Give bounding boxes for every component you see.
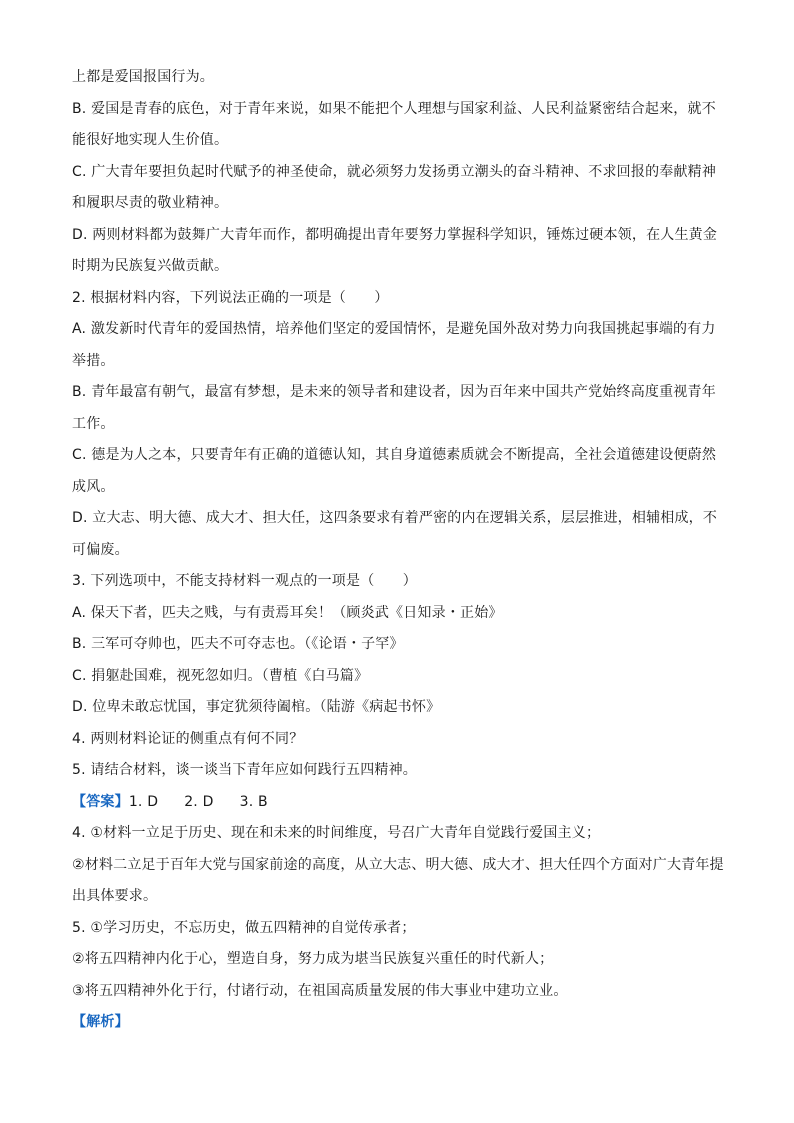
text-line: 能很好地实现人生价值。 <box>72 132 229 148</box>
option-b-line: B. 爱国是青春的底色，对于青年来说，如果不能把个人理想与国家利益、人民利益紧密结合起来，就不 <box>72 100 716 117</box>
answer-tag: 【答案】 <box>72 793 129 810</box>
answer-line: 5. ①学习历史，不忘历史，做五四精神的自觉传承者； <box>72 919 416 936</box>
question-5: 5. 请结合材料，谈一谈当下青年应如何践行五四精神。 <box>72 762 418 778</box>
answer-1: 1. D <box>128 793 159 810</box>
answer-line: ②材料二立足于百年大党与国家前途的高度，从立大志、明大德、成大才、担大任四个方面对广大青年提 <box>72 856 724 873</box>
option-d-line: D. 立大志、明大德、成大才、担大任，这四条要求有着严密的内在逻辑关系，层层推进，相辅相成，不 <box>72 510 718 526</box>
option-b-line: B. 青年最富有朝气，最富有梦想，是未来的领导者和建设者，因为百年来中国共产党始终高度重视青年 <box>72 384 716 400</box>
option-c-line: C. 广大青年要担负起时代赋予的神圣使命，就必须努力发扬勇立潮头的奋斗精神、不求回报的奉献精神 <box>72 163 717 180</box>
option-d-line: D. 位卑未敢忘忧国，事定犹须待阖棺。（陆游《病起书怀》 <box>72 699 441 715</box>
answer-2: 2. D <box>184 793 214 810</box>
question-2: 2. 根据材料内容，下列说法正确的一项是（ ） <box>72 289 389 306</box>
answer-line: ②将五四精神内化于心，塑造自身，努力成为堪当民族复兴重任的时代新人； <box>72 951 554 967</box>
option-c-line: C. 捐躯赴国难，视死忽如归。（曹植《白马篇》 <box>72 667 369 684</box>
document-page <box>72 62 722 1039</box>
text-line: 时期为民族复兴做贡献。 <box>72 258 229 274</box>
answer-line: 4. ①材料一立足于历史、现在和未来的时间维度，号召广大青年自觉践行爱国主义； <box>72 825 601 841</box>
option-a-line: A. 保天下者，匹夫之贱，与有责焉耳矣！（顾炎武《日知录・正始》 <box>72 604 503 621</box>
option-d-line: D. 两则材料都为鼓舞广大青年而作，都明确提出青年要努力掌握科学知识，锤炼过硬本领，在人生黄金 <box>72 226 718 243</box>
answer-summary <box>72 787 722 819</box>
text-line: 成风。 <box>72 478 115 495</box>
question-3: 3. 下列选项中，不能支持材料一观点的一项是（ ） <box>72 573 418 589</box>
text-line: 可偏废。 <box>72 541 129 558</box>
analysis-heading <box>72 1007 722 1039</box>
answer-3: 3. B <box>239 793 268 810</box>
analysis-tag: 【解析】 <box>72 1014 129 1030</box>
option-a-line: A. 激发新时代青年的爱国热情，培养他们坚定的爱国情怀，是避免国外敌对势力向我国挑起事端的有力 <box>72 321 716 337</box>
text-line: 工作。 <box>72 415 115 432</box>
option-c-line: C. 德是为人之本，只要青年有正确的道德认知，其自身道德素质就会不断提高，全社会道德建设便蔚然 <box>72 447 717 463</box>
question-4: 4. 两则材料论证的侧重点有何不同？ <box>72 730 304 747</box>
text-line: 上都是爱国报国行为。 <box>72 69 214 85</box>
option-b-line: B. 三军可夺帅也，匹夫不可夺志也。（《论语・子罕》 <box>72 636 404 652</box>
answer-line: ③将五四精神外化于行，付诸行动，在祖国高质量发展的伟大事业中建功立业。 <box>72 982 568 999</box>
text-line: 举措。 <box>72 352 115 369</box>
answer-line: 出具体要求。 <box>72 888 158 904</box>
text-line: 和履职尽责的敬业精神。 <box>72 195 229 211</box>
